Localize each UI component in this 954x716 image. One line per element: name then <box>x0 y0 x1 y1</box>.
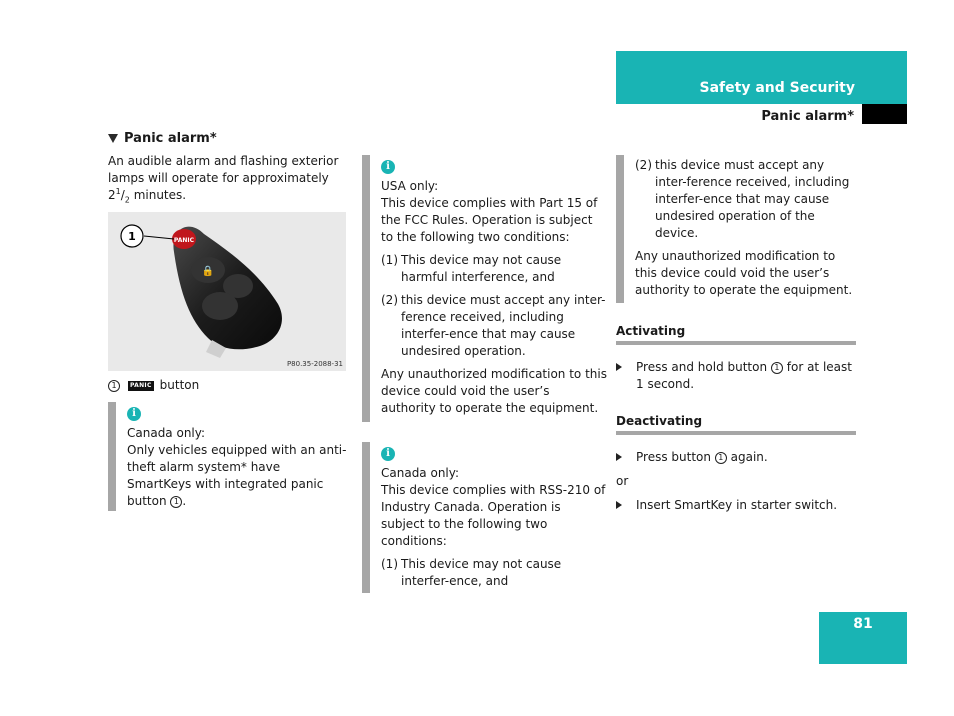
step-post: again. <box>730 450 768 464</box>
list-item-text: This device may not cause interfer-ence, and <box>401 557 562 588</box>
smartkey-figure <box>108 212 346 371</box>
info-heading: Canada only: <box>127 426 206 440</box>
header-black-bar <box>862 104 907 124</box>
info-box-usa <box>362 155 607 422</box>
list-item-number: (1) <box>381 557 398 571</box>
activating-step <box>616 359 856 393</box>
deactivating-step-2 <box>616 497 856 514</box>
list-item-text: this device must accept any inter-ference received, including interfer-ence that may cause undesired operation of the device. <box>655 158 850 240</box>
page-number-tab <box>819 612 907 664</box>
info-body: This device complies with Part 15 of the FCC Rules. Operation is subject to the following two conditions: <box>381 196 598 244</box>
panic-key-button <box>172 229 196 249</box>
info-box-continued <box>616 155 856 303</box>
fraction-numerator: 1 <box>115 187 121 196</box>
bullet-arrow-icon <box>616 453 622 461</box>
page-subtitle: Panic alarm* <box>761 109 854 124</box>
info-footer: Any unauthorized modification to this device could void the user’s authority to operate the equipment. <box>635 249 853 297</box>
deactivating-heading: Deactivating <box>616 413 856 435</box>
info-body-end: . <box>182 494 187 508</box>
deactivating-step-1-text <box>636 449 856 466</box>
info-box-canada-rss <box>362 442 607 593</box>
header-tab <box>616 51 907 104</box>
section-heading <box>108 130 348 147</box>
info-body <box>127 442 348 510</box>
step-post: for at least 1 second. <box>636 360 852 391</box>
activating-heading: Activating <box>616 323 856 345</box>
column-left <box>108 130 348 511</box>
info-heading: USA only: <box>381 179 439 193</box>
deactivating-step-2-text: Insert SmartKey in starter switch. <box>636 498 838 512</box>
list-item <box>381 252 607 286</box>
list-item-text: This device may not cause harmful interference, and <box>401 253 562 284</box>
callout-line <box>144 236 174 239</box>
bullet-arrow-icon <box>616 363 622 371</box>
info-box-canada <box>108 402 348 511</box>
bullet-arrow-icon <box>616 501 622 509</box>
panic-icon: PANIC <box>130 381 152 389</box>
ref-number: 1 <box>771 362 783 374</box>
section-title: Safety and Security <box>699 80 855 96</box>
column-middle <box>362 155 607 593</box>
or-text: or <box>616 474 629 488</box>
intro-line-1: An audible alarm and flashing exterior <box>108 154 339 168</box>
list-item-text: this device must accept any inter-ference received, including interfer-ence that may cause undesired operation. <box>401 293 606 358</box>
triangle-down-icon <box>108 134 118 143</box>
step-pre: Press and hold button <box>636 360 768 374</box>
info-heading: Canada only: <box>381 466 460 480</box>
intro-number: 2 <box>108 188 116 202</box>
info-body-text: Only vehicles equipped with an anti-theft alarm system* have SmartKeys with integrated panic button <box>127 443 347 508</box>
list-item-number: (2) <box>381 293 398 307</box>
page-number: 81 <box>853 616 873 632</box>
intro-line-2: lamps will operate for approximately <box>108 171 329 185</box>
list-item-number: (2) <box>635 158 652 172</box>
info-icon: i <box>127 407 141 421</box>
list-item-number: (1) <box>381 253 398 267</box>
info-icon: i <box>381 447 395 461</box>
activating-step-text <box>636 359 856 393</box>
trunk-key-button <box>202 292 238 320</box>
fraction-denominator: 2 <box>124 195 130 205</box>
intro-end: minutes. <box>129 188 187 202</box>
deactivating-step-1 <box>616 449 856 466</box>
callout-number: 1 <box>128 230 136 243</box>
step-pre: Press button <box>636 450 711 464</box>
column-right <box>616 155 856 514</box>
ref-number: 1 <box>170 496 182 508</box>
ref-number: 1 <box>715 452 727 464</box>
caption-ref-number: 1 <box>108 380 120 392</box>
intro-paragraph: An audible alarm and flashing exterior lamps will operate for approximately $2^1/_2$ minutes. <box>108 154 339 205</box>
list-item <box>635 157 856 242</box>
figure-caption <box>108 377 348 394</box>
info-footer: Any unauthorized modification to this device could void the user’s authority to operate the equipment. <box>381 367 607 415</box>
svg-text:🔒: 🔒 <box>201 266 215 277</box>
list-item <box>381 292 607 360</box>
smartkey-illustration <box>108 212 346 371</box>
section-heading-text: Panic alarm* <box>124 131 217 146</box>
panic-key-label: PANIC <box>173 237 195 244</box>
list-item <box>381 556 607 590</box>
info-icon: i <box>381 160 395 174</box>
caption-text: button <box>159 378 200 392</box>
info-body: This device complies with RSS-210 of Industry Canada. Operation is subject to the following two conditions: <box>381 483 606 548</box>
figure-code: P80.35-2088-31 <box>286 360 343 368</box>
